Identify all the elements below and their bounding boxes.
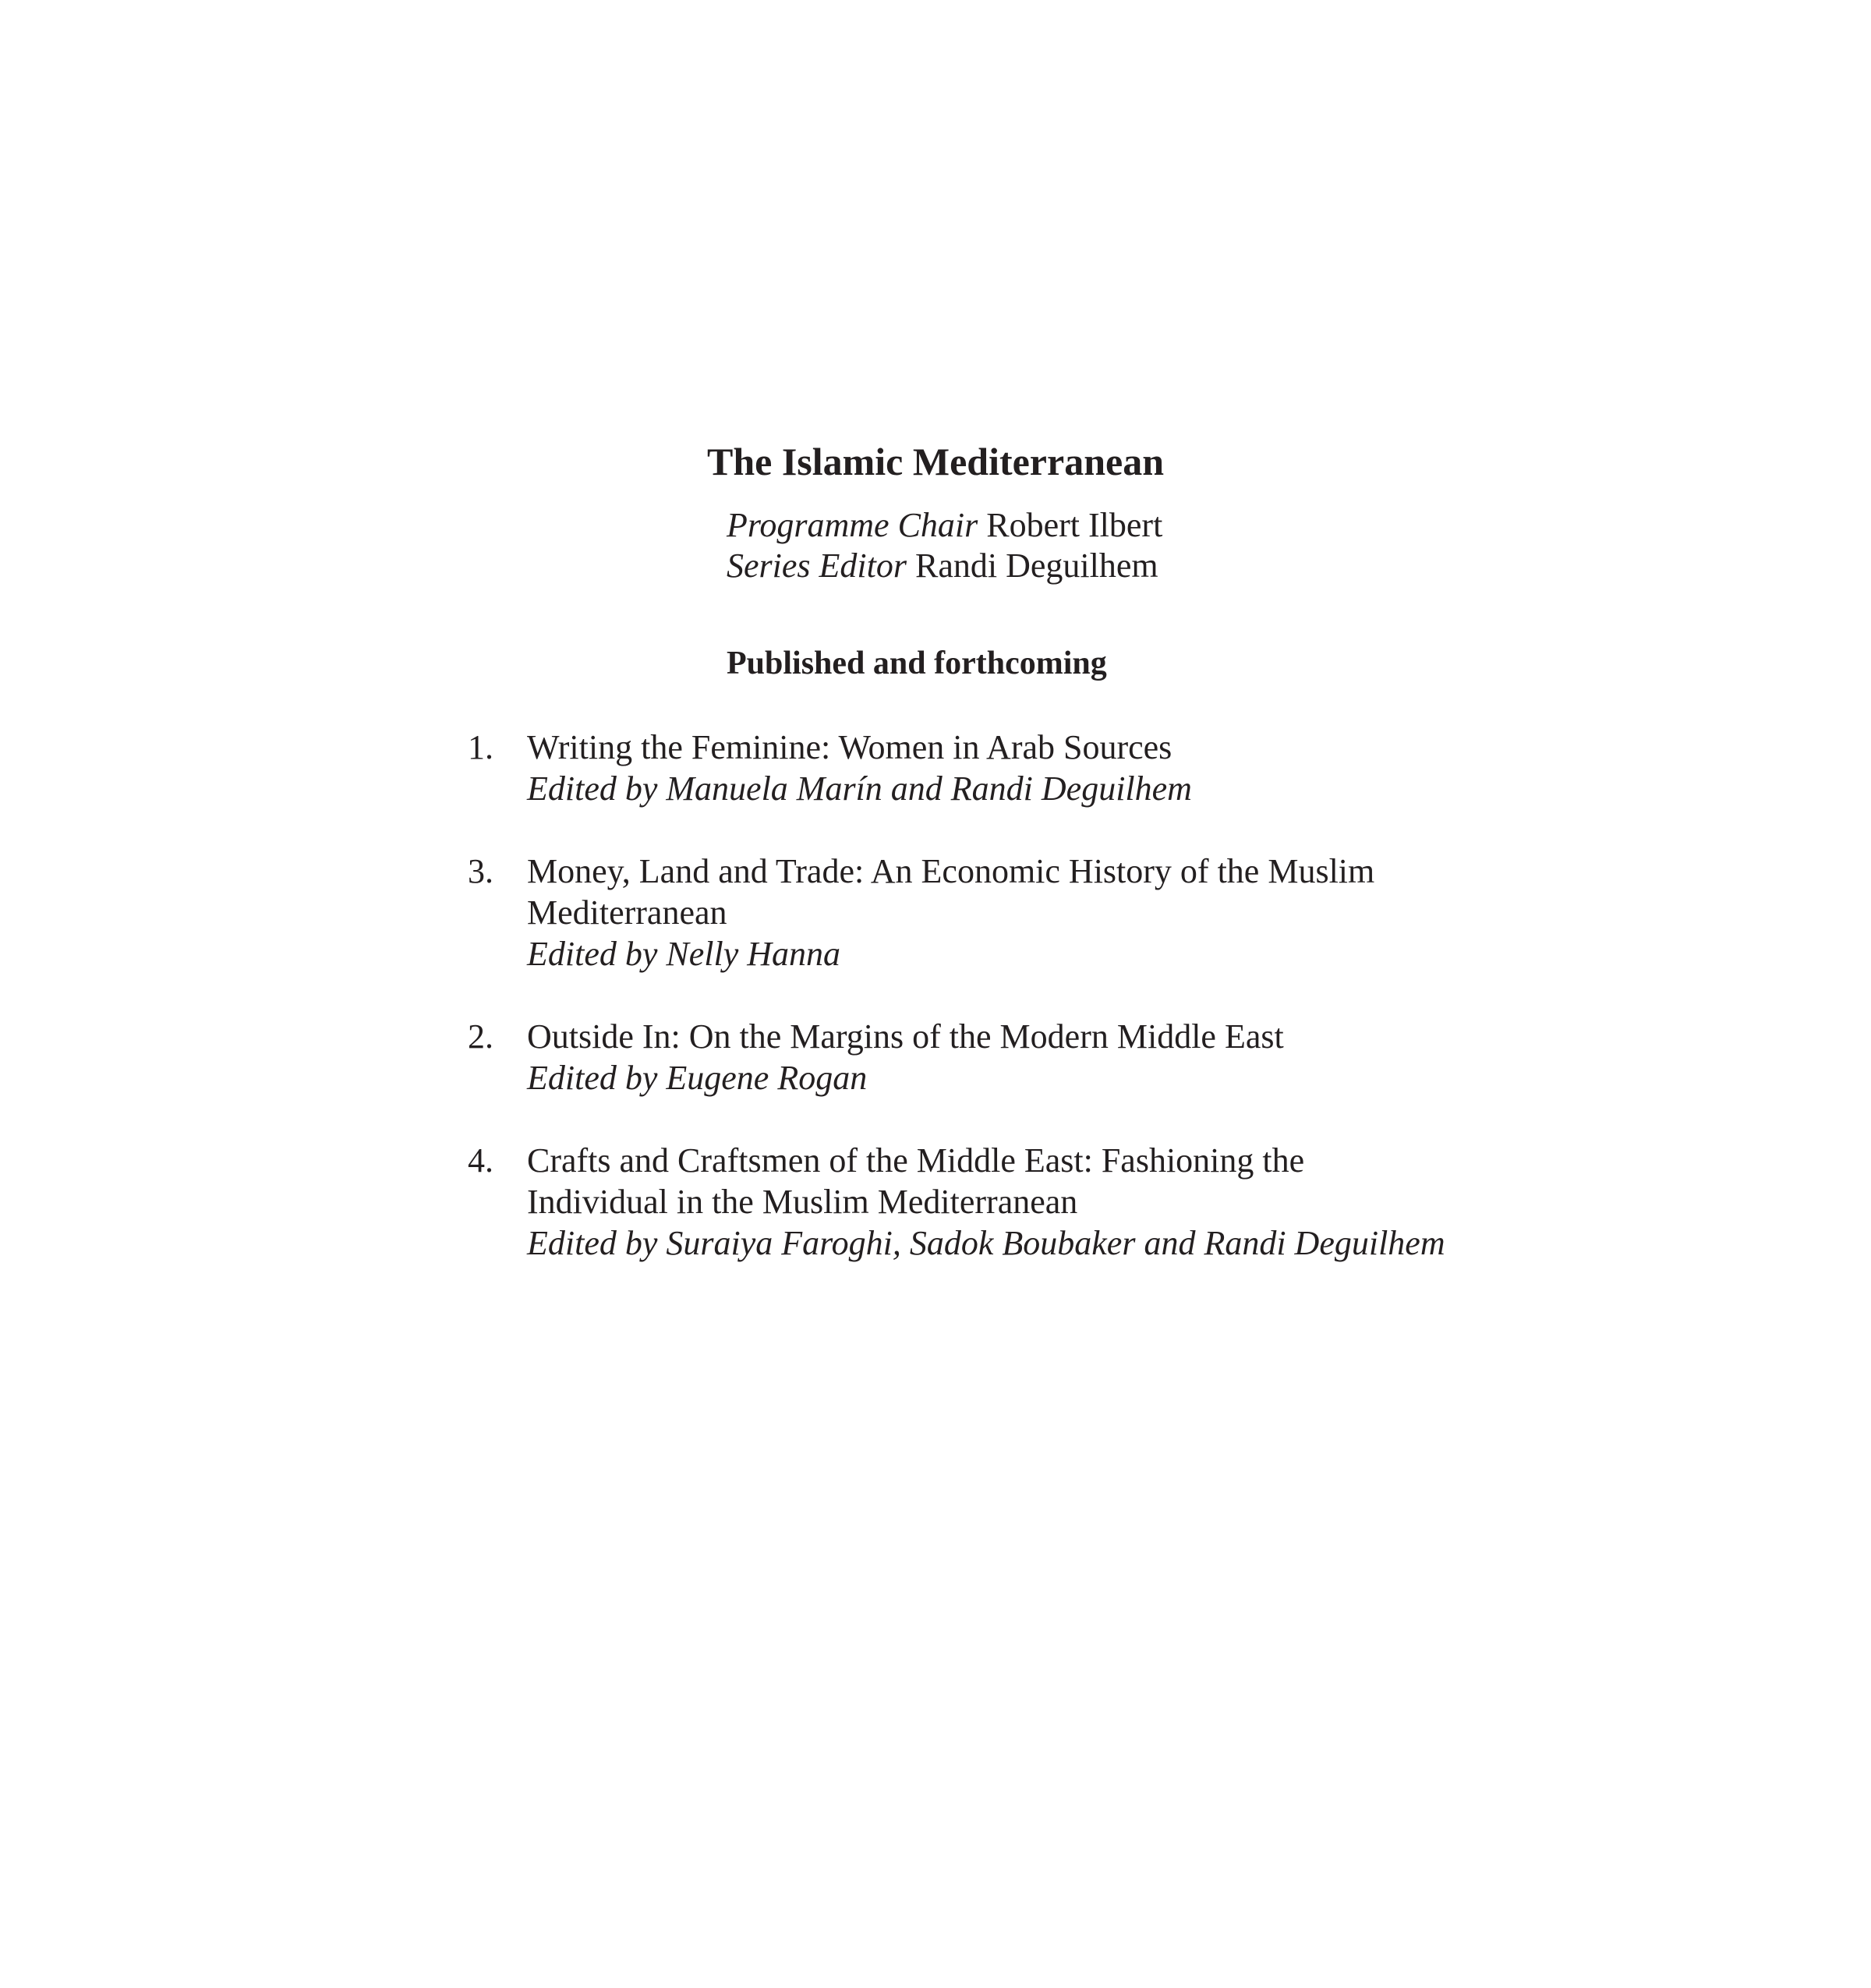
book-number: 2. — [468, 1017, 493, 1056]
book-editor: Edited by Manuela Marín and Randi Deguilhem — [527, 769, 1192, 808]
programme-chair-line — [727, 505, 1162, 546]
book-number: 3. — [468, 852, 493, 890]
book-editor: Edited by Nelly Hanna — [527, 935, 841, 973]
book-editor: Edited by Eugene Rogan — [527, 1059, 868, 1097]
book-number: 4. — [468, 1141, 493, 1180]
list-heading: Published and forthcoming — [727, 646, 1107, 681]
book-title: Crafts and Craftsmen of the Middle East: Fashioning the Individual in the Muslim Mediterranean — [527, 1141, 1305, 1221]
book-number: 1. — [468, 728, 493, 766]
series-editor-name: Randi Deguilhem — [914, 547, 1158, 585]
series-editors — [727, 505, 1162, 586]
list-item — [468, 1016, 1481, 1098]
series-editor-label: Series Editor — [727, 547, 907, 585]
series-title: The Islamic Mediterranean — [706, 440, 1164, 483]
programme-chair-name: Robert Ilbert — [986, 506, 1163, 544]
book-editor: Edited by Suraiya Faroghi, Sadok Boubaker and Randi Deguilhem — [527, 1224, 1445, 1262]
book-list — [468, 727, 1481, 1305]
list-item — [468, 1140, 1481, 1264]
list-item — [468, 727, 1481, 809]
book-title: Money, Land and Trade: An Economic History of the Muslim Mediterranean — [527, 852, 1375, 932]
programme-chair-label: Programme Chair — [727, 506, 978, 544]
list-item — [468, 851, 1481, 975]
series-editor-line — [727, 546, 1162, 586]
book-title: Outside In: On the Margins of the Modern Middle East — [527, 1017, 1284, 1056]
book-title: Writing the Feminine: Women in Arab Sources — [527, 728, 1172, 766]
